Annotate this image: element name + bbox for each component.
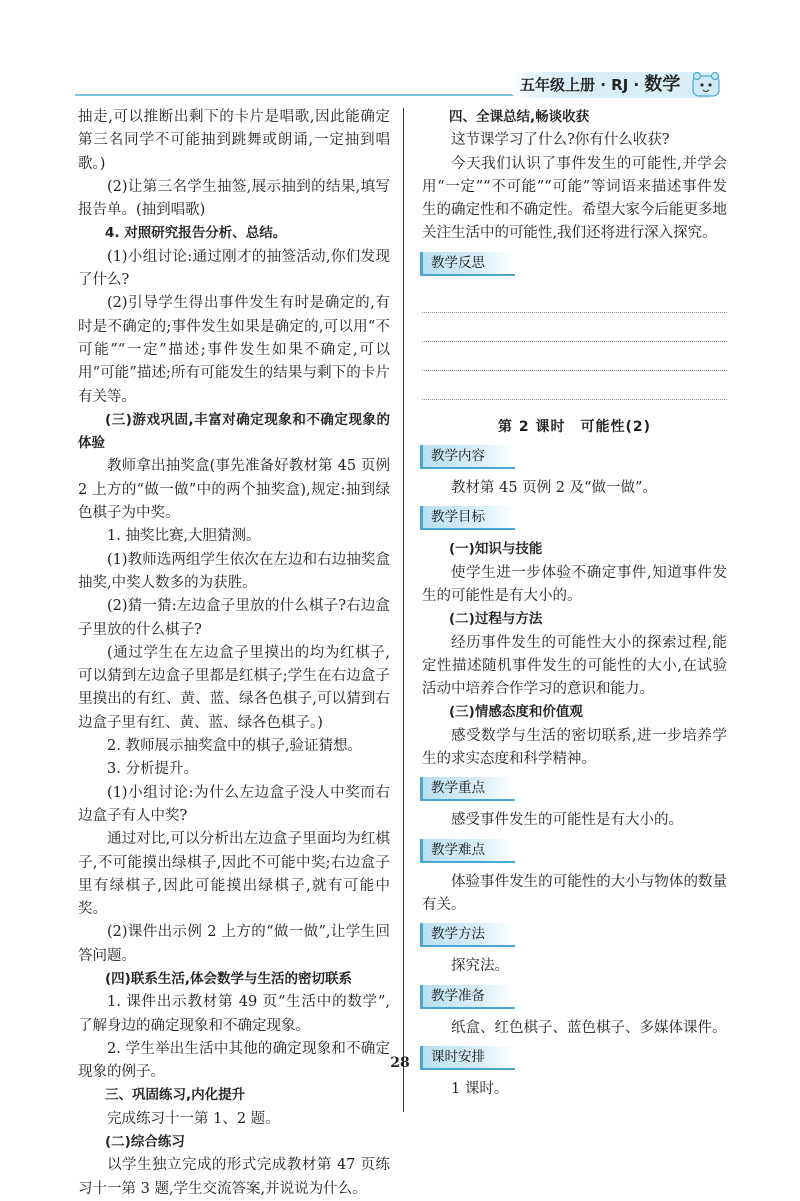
reflection-line bbox=[422, 313, 727, 342]
schedule-text: 1 课时。 bbox=[451, 1080, 509, 1097]
left-paragraph: 2. 学生举出生活中其他的确定现象和不确定现象的例子。 bbox=[78, 1040, 390, 1081]
goal1-text: 使学生进一步体验不确定事件,知道事件发生的可能性是有大小的。 bbox=[422, 564, 727, 604]
right_top-paragraph: 这节课学习了什么?你有什么收获? bbox=[451, 132, 670, 149]
left-paragraph: (通过学生在左边盒子里摸出的均为红棋子,可以猜到左边盒子里都是红棋子;学生在右边盒子里摸出的有红、黄、蓝、绿各色棋子,可以猜到右边盒子里有红、黄、蓝、绿各色棋子。) bbox=[78, 644, 390, 731]
goal2-title: (二)过程与方法 bbox=[449, 611, 543, 628]
reflection-line bbox=[422, 371, 727, 400]
page-header bbox=[0, 70, 800, 100]
left-paragraph: (1)小组讨论:为什么左边盒子没人中奖而右边盒子有人中奖? bbox=[78, 784, 390, 824]
left-paragraph: (1)教师选两组学生依次在左边和右边抽奖盒抽奖,中奖人数多的为获胜。 bbox=[78, 551, 390, 591]
left-paragraph: 抽走,可以推断出剩下的卡片是唱歌,因此能确定第三名同学不可能抽到跳舞或朗诵,一定抽到唱歌。) bbox=[78, 109, 390, 172]
left-paragraph: 1. 课件出示教材第 49 页“生活中的数学”,了解身边的确定现象和不确定现象。 bbox=[78, 994, 390, 1034]
header-subject: 数学 bbox=[644, 74, 681, 95]
prep-text: 纸盒、红色棋子、蓝色棋子、多媒体课件。 bbox=[451, 1019, 727, 1036]
difficulty-text: 体验事件发生的可能性的大小与物体的数量有关。 bbox=[422, 873, 727, 913]
left-paragraph: (二)综合练习 bbox=[105, 1134, 185, 1151]
left-paragraph: (三)游戏巩固,丰富对确定现象和不确定现象的体验 bbox=[78, 411, 390, 452]
difficulty-header bbox=[420, 839, 727, 865]
key-header bbox=[420, 777, 727, 803]
header-tag bbox=[508, 72, 710, 98]
left-paragraph: (1)小组讨论:通过刚才的抽签活动,你们发现了什么? bbox=[78, 248, 390, 289]
header-grade: 五年级上册 · RJ · bbox=[520, 76, 645, 94]
method-header bbox=[420, 923, 727, 949]
left-paragraph: 2. 教师展示抽奖盒中的棋子,验证猜想。 bbox=[107, 738, 363, 755]
goal2-text: 经历事件发生的可能性大小的探索过程,能定性描述随机事件发生的可能性的大小,在试验活动中培养合作学习的意识和能力。 bbox=[422, 634, 727, 698]
right-column bbox=[422, 106, 727, 1101]
left-paragraph: (2)让第三名学生抽签,展示抽到的结果,填写报告单。(抽到唱歌) bbox=[78, 178, 390, 219]
left-paragraph: 完成练习十一第 1、2 题。 bbox=[107, 1110, 280, 1127]
left-paragraph: (2)引导学生得出事件发生有时是确定的,有时是不确定的;事件发生如果是确定的,可以用“不可能”“一定”描述;事件发生如果不确定,可以用“可能”描述;所有可能发生的结果与剩下的卡片有关等。 bbox=[78, 295, 390, 405]
page-number: 28 bbox=[390, 1055, 410, 1071]
left-paragraph: 三、巩固练习,内化提升 bbox=[105, 1087, 246, 1104]
mascot-icon bbox=[690, 70, 722, 98]
schedule-chip: 课时安排 bbox=[420, 1046, 515, 1070]
left-paragraph: (2)课件出示例 2 上方的“做一做”,让学生回答问题。 bbox=[78, 924, 390, 964]
summary-block bbox=[422, 106, 727, 246]
prep-chip: 教学准备 bbox=[420, 985, 515, 1009]
content-text: 教材第 45 页例 2 及“做一做”。 bbox=[451, 480, 657, 497]
prep-header bbox=[420, 985, 727, 1011]
content-chip: 教学内容 bbox=[420, 445, 515, 469]
right_top-paragraph: 今天我们认识了事件发生的可能性,并学会用“一定”“不可能”“可能”等词语来描述事件发生的确定性和不确定性。希望大家今后能更多地关注生活中的可能性,我们还将进行深入探究。 bbox=[422, 155, 727, 242]
method-text: 探究法。 bbox=[451, 958, 509, 975]
reflection-line bbox=[422, 284, 727, 313]
reflection-lines bbox=[422, 284, 727, 400]
left-paragraph: (2)猜一猜:左边盒子里放的什么棋子?右边盒子里放的什么棋子? bbox=[78, 598, 390, 638]
key-text: 感受事件发生的可能性是有大小的。 bbox=[451, 812, 683, 829]
difficulty-chip: 教学难点 bbox=[420, 839, 515, 863]
left-paragraph: 教师拿出抽奖盒(事先准备好教材第 45 页例 2 上方的“做一做”中的两个抽奖盒),规定:抽到绿色棋子为中奖。 bbox=[78, 458, 390, 522]
left-paragraph: 通过对比,可以分析出左边盒子里面均为红棋子,不可能摸出绿棋子,因此不可能中奖;右边盒子里有绿棋子,因此可能摸出绿棋子,就有可能中奖。 bbox=[78, 831, 390, 918]
reflection-header bbox=[420, 252, 727, 278]
left-paragraph: 1. 抽奖比赛,大胆猜测。 bbox=[107, 528, 261, 545]
left-paragraph: 以学生独立完成的形式完成教材第 47 页练习十一第 3 题,学生交流答案,并说说为什么。 bbox=[78, 1157, 390, 1197]
goal-chip: 教学目标 bbox=[420, 506, 515, 530]
goal-header bbox=[420, 506, 727, 532]
key-chip: 教学重点 bbox=[420, 777, 515, 801]
reflection-chip: 教学反思 bbox=[420, 252, 515, 276]
lesson-title: 第 2 课时 可能性(2) bbox=[497, 418, 652, 435]
method-chip: 教学方法 bbox=[420, 923, 515, 947]
left-paragraph: 4. 对照研究报告分析、总结。 bbox=[105, 225, 287, 242]
left-paragraph: (四)联系生活,体会数学与生活的密切联系 bbox=[105, 970, 352, 987]
column-divider bbox=[403, 108, 404, 1112]
left-column bbox=[78, 106, 390, 1201]
goal3-text: 感受数学与生活的密切联系,进一步培养学生的求实态度和科学精神。 bbox=[422, 727, 727, 768]
content-header bbox=[420, 445, 727, 471]
right_top-paragraph: 四、全课总结,畅谈收获 bbox=[449, 109, 590, 125]
goal3-title: (三)情感态度和价值观 bbox=[449, 704, 583, 721]
left-paragraph: 3. 分析提升。 bbox=[107, 761, 198, 778]
reflection-line bbox=[422, 342, 727, 371]
goal1-title: (一)知识与技能 bbox=[449, 541, 543, 558]
